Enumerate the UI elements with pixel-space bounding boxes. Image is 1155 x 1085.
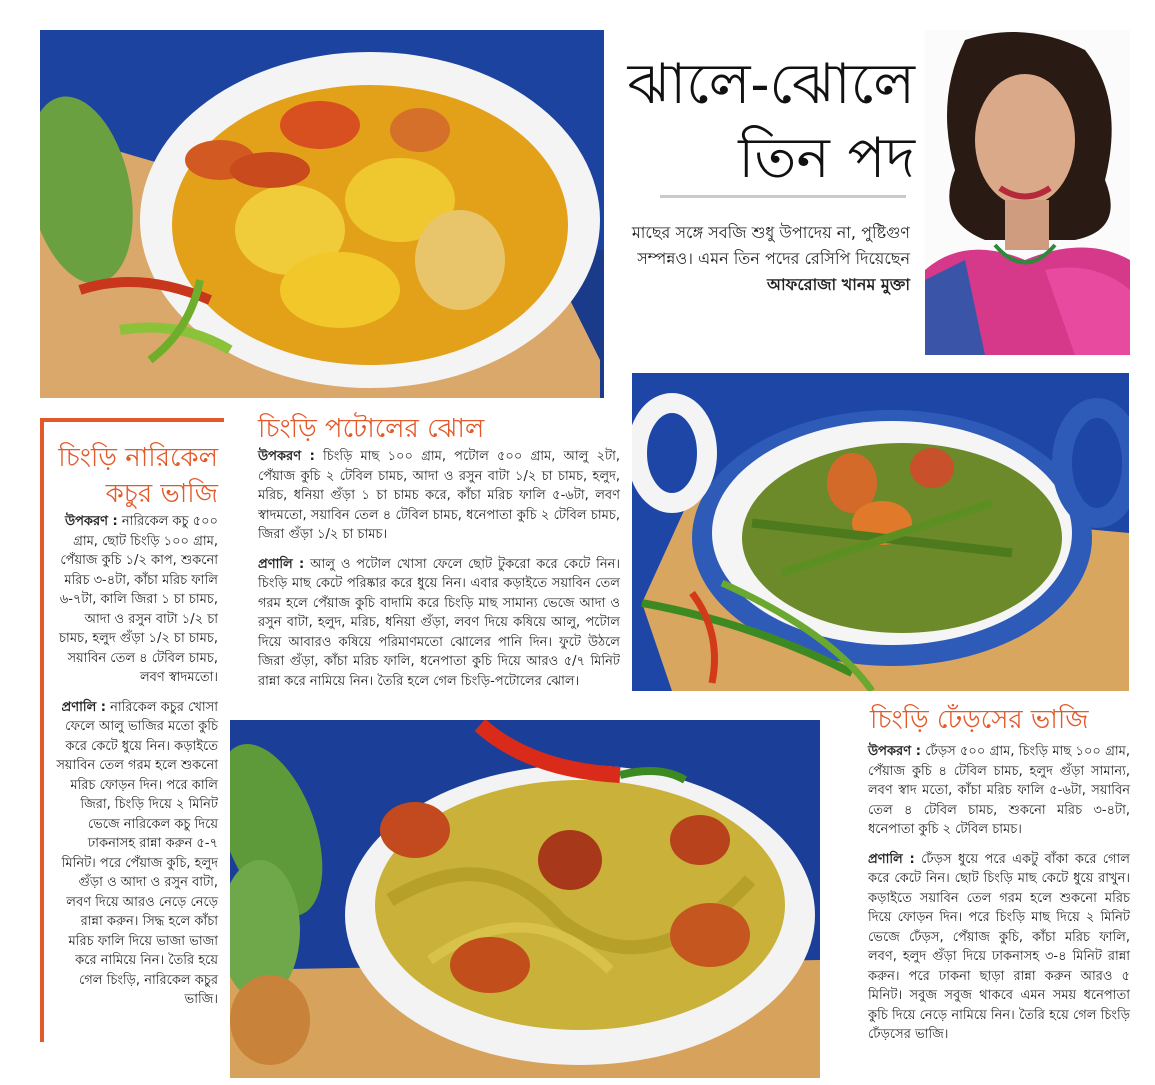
kochu-ingredients: নারিকেল কচু ৫০০ গ্রাম, ছোট চিংড়ি ১০০ গ্রাম, পেঁয়াজ কুচি ১/২ কাপ, শুকনো মরিচ ৩-৪টা, কাঁচা মরিচ ফালি ৬-৭টা, কালি জিরা ১ চা চামচ, আদা ও রসুন বাটা ১/২ চা চামচ, হলুদ গুঁড়া ১/২ চা চামচ, সয়াবিন তেল ৪ টেবিল চামচ, লবণ স্বাদমতো। <box>59 514 218 685</box>
headline-rule <box>660 195 906 198</box>
recipe-kochu-title <box>48 440 218 512</box>
kochu-method-label: প্রণালি : <box>61 699 106 715</box>
intro-text: মাছের সঙ্গে সবজি শুধু উপাদেয় না, পুষ্টিগুণ সম্পন্নও। এমন তিন পদের রেসিপি দিয়েছেন <box>631 223 910 268</box>
intro <box>620 220 910 298</box>
recipe-kochu-title-line-2: কচুর ভাজি <box>105 479 218 509</box>
headline <box>615 48 915 196</box>
dherosh-method-label: প্রণালি : <box>868 851 915 867</box>
potol-method-label: প্রণালি : <box>258 556 305 572</box>
dherosh-ingredients: ঢেঁড়স ৫০০ গ্রাম, চিংড়ি মাছ ১০০ গ্রাম, পেঁয়াজ কুচি ৪ টেবিল চামচ, হলুদ গুঁড়া সামান্য, লবণ স্বাদ মতো, কাঁচা মরিচ ফালি ৫-৬টা, সয়াবিন তেল ৪ টেবিল চামচ, শুকনো মরিচ ৩-৪টা, ধনেপাতা কুচি ২ টেবিল চামচ। <box>868 744 1130 837</box>
kochu-ingredients-label: উপকরণ : <box>64 514 118 529</box>
photo-okra-fry <box>632 373 1129 691</box>
headline-line-1: ঝালে-ঝোলে <box>627 52 915 117</box>
potol-ingredients: চিংড়ি মাছ ১০০ গ্রাম, পটোল ৫০০ গ্রাম, আলু ২টা, পেঁয়াজ কুচি ২ টেবিল চামচ, আদা ও রসুন বাটা ১/২ চা চামচ, হলুদ, মরিচ, ধনিয়া গুঁড়া ১ চা চামচ করে, কাঁচা মরিচ ফালি ৫-৬টা, লবণ স্বাদমতো, সয়াবিন তেল ৪ টেবিল চামচ, ধনেপাতা কুচি ২ টেবিল চামচ, জিরা গুঁড়া ১/২ চা চামচ। <box>258 449 620 542</box>
photo-kochu-fry <box>230 720 820 1078</box>
kochu-method: নারিকেল কচুর খোসা ফেলে আলু ভাজির মতো কুচি করে কেটে ধুয়ে নিন। কড়াইতে সয়াবিন তেল গরম হলে শুকনো মরিচ ফোড়ন দিন। পরে কালি জিরা, চিংড়ি দিয়ে ২ মিনিট ভেজে নারিকেল কচু দিয়ে ঢাকনাসহ রান্না করুন ৫-৭ মিনিট। পরে পেঁয়াজ কুচি, হলুদ গুঁড়া ও আদা ও রসুন বাটা, লবণ দিয়ে আরও নেড়ে নেড়ে রান্না করুন। সিদ্ধ হলে কাঁচা মরিচ ফালি দিয়ে ভাজা ভাজা করে নামিয়ে নিন। তৈরি হয়ে গেল চিংড়ি, নারিকেল কচুর ভাজি। <box>56 699 218 1007</box>
potol-ingredients-label: উপকরণ : <box>258 449 315 464</box>
recipe-dherosh-title: চিংড়ি ঢেঁড়সের ভাজি <box>870 705 1089 735</box>
dherosh-method: ঢেঁড়স ধুয়ে পরে একটু বাঁকা করে গোল করে কেটে নিন। ছোট চিংড়ি মাছ কেটে ধুয়ে রাখুন। কড়াইতে সয়াবিন তেল গরম হলে শুকনো মরিচ দিয়ে ফোড়ন দিন। পরে চিংড়ি মাছ দিয়ে ২ মিনিট ভেজে ঢেঁড়স, পেঁয়াজ কুচি, কাঁচা মরিচ ফালি, লবণ, হলুদ গুঁড়া দিয়ে ঢাকনাসহ ৩-৪ মিনিট রান্না করুন। পরে ঢাকনা ছাড়া রান্না করুন আরও ৫ মিনিট। সবুজ সবুজ থাকবে এমন সময় ধনেপাতা কুচি দিয়ে নেড়ে নামিয়ে নিন। তৈরি হয়ে গেল চিংড়ি ঢেঁড়সের ভাজি। <box>868 851 1130 1042</box>
recipe-kochu-body <box>54 512 218 1020</box>
recipe-potol-body <box>258 447 620 701</box>
dherosh-ingredients-label: উপকরণ : <box>868 744 921 759</box>
potol-method: আলু ও পটোল খোসা ফেলে ছোট টুকরো করে কেটে নিন। চিংড়ি মাছ কেটে পরিষ্কার করে ধুয়ে নিন। এবার কড়াইতে সয়াবিন তেল গরম হলে পেঁয়াজ কুচি বাদামি করে চিংড়ি মাছ সামান্য ভেজে আদা ও রসুন বাটা, হলুদ, মরিচ, ধনিয়া গুঁড়া, লবণ দিয়ে কষিয়ে আলু, পটোল দিয়ে আবারও কষিয়ে পরিমাণমতো ঝোলের পানি দিন। ফুটে উঠলে জিরা গুঁড়া, কাঁচা মরিচ ফালি, ধনেপাতা কুচি দিয়ে আরও ৫/৭ মিনিট রান্না করে নামিয়ে নিন। তৈরি হলে গেল চিংড়ি-পটোলের ঝোল। <box>258 556 621 689</box>
photo-potol-curry <box>40 30 604 398</box>
recipe-potol-title: চিংড়ি পটোলের ঝোল <box>258 414 485 444</box>
recipe-kochu-title-line-1: চিংড়ি নারিকেল <box>58 443 218 473</box>
author-name: আফরোজা খানম মুক্তা <box>767 275 910 294</box>
recipe-dherosh-body <box>868 742 1130 1055</box>
author-photo <box>925 30 1130 355</box>
headline-line-2: তিন পদ <box>738 126 915 191</box>
